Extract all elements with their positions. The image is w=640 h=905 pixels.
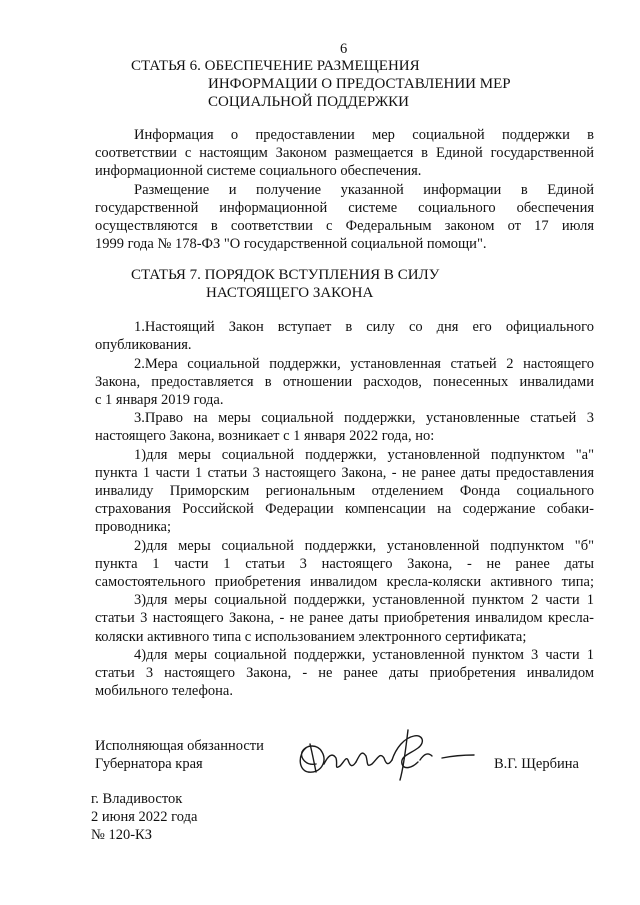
article7-text-line-20: статьи 3 настоящего Закона, - не ранее даты приобретения инвалидом	[95, 665, 594, 681]
article6-text-line-6: осуществляются в соответствии с Федеральным законом от 17 июля	[95, 218, 594, 234]
page-number: 6	[340, 41, 348, 57]
signatory-name: В.Г. Щербина	[494, 756, 579, 772]
handwritten-signature	[292, 722, 482, 788]
article7-text-line-1: 1.Настоящий Закон вступает в силу со дня его официального	[134, 319, 594, 335]
article7-text-line-10: инвалиду Приморским региональным отделением Фонда социального	[95, 483, 594, 499]
article6-text-line-4: Размещение и получение указанной информации в Единой	[134, 182, 594, 198]
signatory-position-line-2: Губернатора края	[95, 756, 203, 772]
article6-text-line-3: информационной системе социального обеспечения.	[95, 163, 422, 179]
article6-heading-line-3: СОЦИАЛЬНОЙ ПОДДЕРЖКИ	[208, 94, 410, 110]
footer-city: г. Владивосток	[91, 791, 183, 807]
article7-heading-line-2: НАСТОЯЩЕГО ЗАКОНА	[206, 285, 374, 301]
article7-text-line-19: 4)для меры социальной поддержки, установленной пунктом 3 части 1	[134, 647, 594, 663]
article7-heading-line-1: СТАТЬЯ 7. ПОРЯДОК ВСТУПЛЕНИЯ В СИЛУ	[131, 267, 440, 283]
footer-law-number: № 120-КЗ	[91, 827, 152, 843]
article7-text-line-16: 3)для меры социальной поддержки, установленной пунктом 2 части 1	[134, 592, 594, 608]
article6-text-line-2: соответствии с настоящим Законом размещается в Единой государственной	[95, 145, 594, 161]
article6-heading-line-1: СТАТЬЯ 6. ОБЕСПЕЧЕНИЕ РАЗМЕЩЕНИЯ	[131, 58, 420, 74]
article6-heading-line-2: ИНФОРМАЦИИ О ПРЕДОСТАВЛЕНИИ МЕР	[208, 76, 511, 92]
article7-text-line-12: проводника;	[95, 519, 172, 535]
article7-text-line-9: пункта 1 части 1 статьи 3 настоящего Закона, - не ранее даты предоставления	[95, 465, 594, 481]
article7-text-line-2: опубликования.	[95, 337, 192, 353]
signatory-position-line-1: Исполняющая обязанности	[95, 738, 264, 754]
article7-text-line-15: самостоятельного приобретения инвалидом кресла-коляски активного типа;	[95, 574, 594, 590]
article7-text-line-5: с 1 января 2019 года.	[95, 392, 224, 408]
article7-text-line-4: Закона, предоставляется в отношении расходов, понесенных инвалидами	[95, 374, 594, 390]
article6-text-line-7: 1999 года № 178-ФЗ "О государственной социальной помощи".	[95, 236, 487, 252]
article7-text-line-14: пункта 1 части 1 статьи 3 настоящего Закона, - не ранее даты	[95, 556, 594, 572]
article7-text-line-18: коляски активного типа с использованием электронного сертификата;	[95, 629, 527, 645]
article6-text-line-1: Информация о предоставлении мер социальной поддержки в	[134, 127, 594, 143]
article6-text-line-5: государственной информационной системе социального обеспечения	[95, 200, 594, 216]
article7-text-line-17: статьи 3 настоящего Закона, - не ранее даты приобретения инвалидом кресла-	[95, 610, 594, 626]
article7-text-line-6: 3.Право на меры социальной поддержки, установленные статьей 3	[134, 410, 594, 426]
article7-text-line-3: 2.Мера социальной поддержки, установленная статьей 2 настоящего	[134, 356, 594, 372]
article7-text-line-11: страхования Российской Федерации компенсации на содержание собаки-	[95, 501, 594, 517]
article7-text-line-7: настоящего Закона, возникает с 1 января 2022 года, но:	[95, 428, 435, 444]
article7-text-line-8: 1)для меры социальной поддержки, установленной подпунктом "а"	[134, 447, 594, 463]
article7-text-line-21: мобильного телефона.	[95, 683, 233, 699]
footer-date: 2 июня 2022 года	[91, 809, 198, 825]
article7-text-line-13: 2)для меры социальной поддержки, установленной подпунктом "б"	[134, 538, 594, 554]
